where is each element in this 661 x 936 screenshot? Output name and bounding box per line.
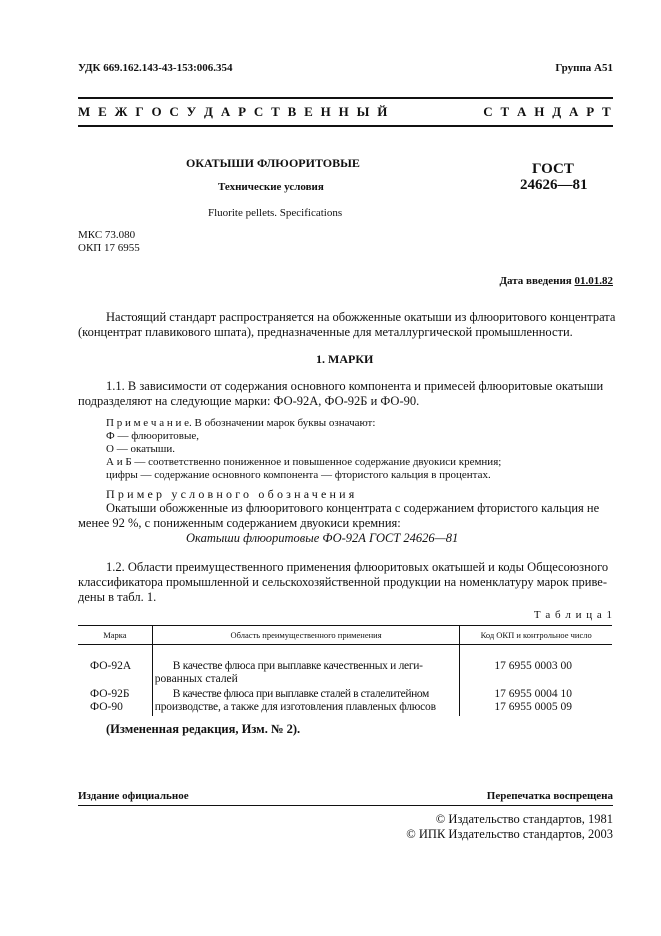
note-intro-text: В обозначении марок буквы означают: xyxy=(191,417,376,429)
gost-label: ГОСТ xyxy=(532,161,574,177)
reprint-prohibited: Перепечатка воспрещена xyxy=(486,790,613,802)
cell-grade: ФО-92Б xyxy=(78,686,152,701)
col-header-code: Код ОКП и контрольное число xyxy=(460,626,612,645)
cell-code: 17 6955 0004 10 xyxy=(494,688,572,700)
document-subtitle: Технические условия xyxy=(218,181,324,193)
example-line-2: менее 92 %, с пониженным содержанием двуокиси кремния: xyxy=(78,516,401,530)
official-edition: Издание официальное xyxy=(78,790,189,802)
col-header-grade: Марка xyxy=(78,626,152,645)
p11-line-2: подразделяют на следующие марки: ФО-92А, ФО-92Б и ФО-90. xyxy=(78,394,420,408)
gost-number: 24626—81 xyxy=(520,177,588,193)
p12-line-3: дены в табл. 1. xyxy=(78,590,157,604)
banner-top-rule xyxy=(78,97,613,99)
note-label: П р и м е ч а н и е. xyxy=(106,417,192,429)
cell-application-line: производстве, а также для изготовления плавленых флюсов xyxy=(154,701,436,713)
table-header-row xyxy=(78,626,612,645)
table-row xyxy=(78,686,612,701)
cell-application-line: В качестве флюса при выплавке сталей в сталелитейном xyxy=(172,688,429,700)
cell-code: 17 6955 0003 00 xyxy=(494,660,572,672)
note-line: цифры — содержание основного компонента — фтористого кальция в процентах. xyxy=(106,469,491,481)
mks-code: МКС 73.080 xyxy=(78,229,136,241)
table-caption: Т а б л и ц а 1 xyxy=(533,609,613,621)
english-title: Fluorite pellets. Specifications xyxy=(208,207,343,219)
cell-application-line: рованных сталей xyxy=(154,673,238,685)
banner-bottom-rule xyxy=(78,125,613,127)
scope-line-2: (концентрат плавикового шпата), предназначенные для металлургической промышленности. xyxy=(78,325,573,339)
cell-application-line: В качестве флюса при выплавке качественных и леги- xyxy=(172,660,423,672)
table-row xyxy=(78,645,612,687)
intro-date-label: Дата введения xyxy=(499,275,572,287)
note-intro xyxy=(106,417,375,430)
note-line: А и Б — соответственно пониженное и повышенное содержание двуокиси кремния; xyxy=(106,456,502,468)
copyright-1981: © Издательство стандартов, 1981 xyxy=(435,812,613,826)
note-line: О — окатыши. xyxy=(106,443,176,455)
p12-line-1: 1.2. Области преимущественного применения флюоритовых окатышей и коды Общесоюзного xyxy=(106,560,609,574)
cell-application xyxy=(152,645,460,687)
section-1-heading: 1. МАРКИ xyxy=(316,352,374,366)
cell-code: 17 6955 0005 09 xyxy=(494,701,572,713)
p11-line-1: 1.1. В зависимости от содержания основного компонента и примесей флюоритовые окатыши xyxy=(106,379,604,393)
scope-line-1: Настоящий стандарт распространяется на обожженные окатыши из флюоритового концентрата xyxy=(106,310,616,324)
footer-rule xyxy=(78,805,613,806)
example-line-1: Окатыши обожженные из флюоритового концентрата с содержанием фтористого кальция не xyxy=(106,501,600,515)
amendment-note: (Измененная редакция, Изм. № 2). xyxy=(106,722,301,736)
col-header-application: Область преимущественного применения xyxy=(152,626,460,645)
intro-date xyxy=(499,275,613,287)
udk-code: УДК 669.162.143-43-153:006.354 xyxy=(78,62,233,74)
cell-application xyxy=(152,686,460,716)
note-line: Ф — флюоритовые, xyxy=(106,430,200,442)
group-code: Группа А51 xyxy=(555,62,613,74)
banner-interstate: М Е Ж Г О С У Д А Р С Т В Е Н Н Ы Й xyxy=(78,104,390,119)
example-heading: Пример условного обозначения xyxy=(106,487,358,501)
intro-date-value: 01.01.82 xyxy=(574,275,613,287)
cell-grade: ФО-92А xyxy=(78,645,152,687)
banner-standard: С Т А Н Д А Р Т xyxy=(483,104,613,119)
p12-line-2: классификатора промышленной и сельскохозяйственной продукции на номенклатуру марок приве- xyxy=(78,575,607,589)
document-title: ОКАТЫШИ ФЛЮОРИТОВЫЕ xyxy=(186,156,360,170)
copyright-2003: © ИПК Издательство стандартов, 2003 xyxy=(406,827,613,841)
cell-grade: ФО-90 xyxy=(78,701,152,716)
okp-code: ОКП 17 6955 xyxy=(78,242,140,254)
example-designation: Окатыши флюоритовые ФО-92А ГОСТ 24626—81 xyxy=(186,531,459,545)
table-1 xyxy=(78,625,612,716)
